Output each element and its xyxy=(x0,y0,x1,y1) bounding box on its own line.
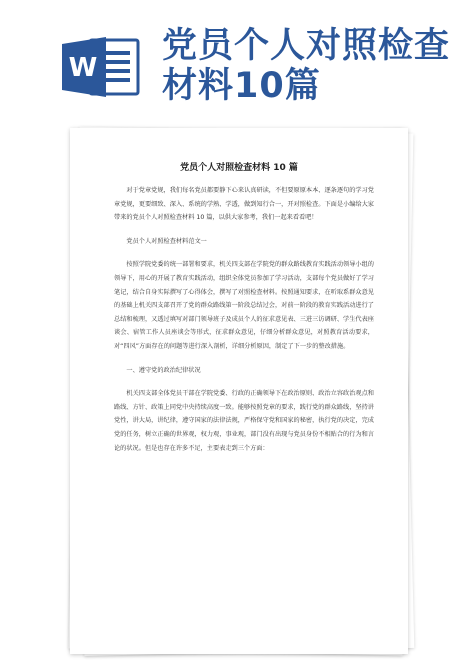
document-title: 党员个人对照检查材料 10 篇 xyxy=(180,163,298,173)
document-body xyxy=(114,184,374,465)
paragraph-body: 按照学院党委的统一部署和要求，机关四支部在学院党的群众路线教育实践活动领导小组的领导下，用心的开展了教育实践活动，组织全体党员参加了学习活动，支部每个党员做好了学习笔记，结合自身实际撰写了心得体会，撰写了对照检查材料。按照通知要求，在听取系群众意见的基础上机关四支部召开了党的群众路线第一阶段总结过会，对前一阶段的教育实践活动进行了总结和梳理，又透过填写对部门领导班子及成员个人的征求意见表、三进三访调研、学生代表座谈会、宿管工作人员座谈会等形式，征求群众意见，仔细分析群众意见，对照教育活动要求，对“四风”方面存在的问题等进行深入剖析，详细分析原因，制定了下一步的整改措施。 xyxy=(114,261,374,350)
paragraph-section-heading: 一、遵守党的政治纪律状况 xyxy=(126,366,201,374)
word-logo-letter: W xyxy=(68,53,98,83)
page-title-line-2: 材料10篇 xyxy=(162,66,321,106)
header xyxy=(0,0,474,112)
word-doc-icon xyxy=(60,36,142,98)
page-title xyxy=(162,26,462,106)
paragraph-intro: 对于党章党规，我们每名党员都要静下心来认真研读，不但要原原本本、逐条逐句的学习党章党规，更要细致、深入、系统的学熟、学透，做到知行合一，开对照检查。下面是小编给大家带来的党员个人对照检查材料 10 篇，以供大家参考，我们一起来看看吧！ xyxy=(114,187,374,222)
paragraph-section-body: 机关四支部全体党员干部在学院党委、行政的正确领导下在政治原则、政治立容政治观点和路线、方针、政策上同党中央持续高度一致。能够按照党章的要求，践行党的群众路线，坚持讲党性，讲大局，讲纪律，遵守国家的法律法规，严格保守党和国家的秘密，执行党的决定，完成党的任务，树立正确的世界观，权力观，事业观，部门没有出现与党员身份不相贴合的行为和言论的状况。但是也存在许多不足，主要表走到三个方面： xyxy=(114,390,374,452)
document-page xyxy=(70,128,408,654)
paragraph-sample-heading: 党员个人对照检查材料范文一 xyxy=(126,237,207,245)
page-title-line-1: 党员个人对照检查 xyxy=(162,26,451,66)
